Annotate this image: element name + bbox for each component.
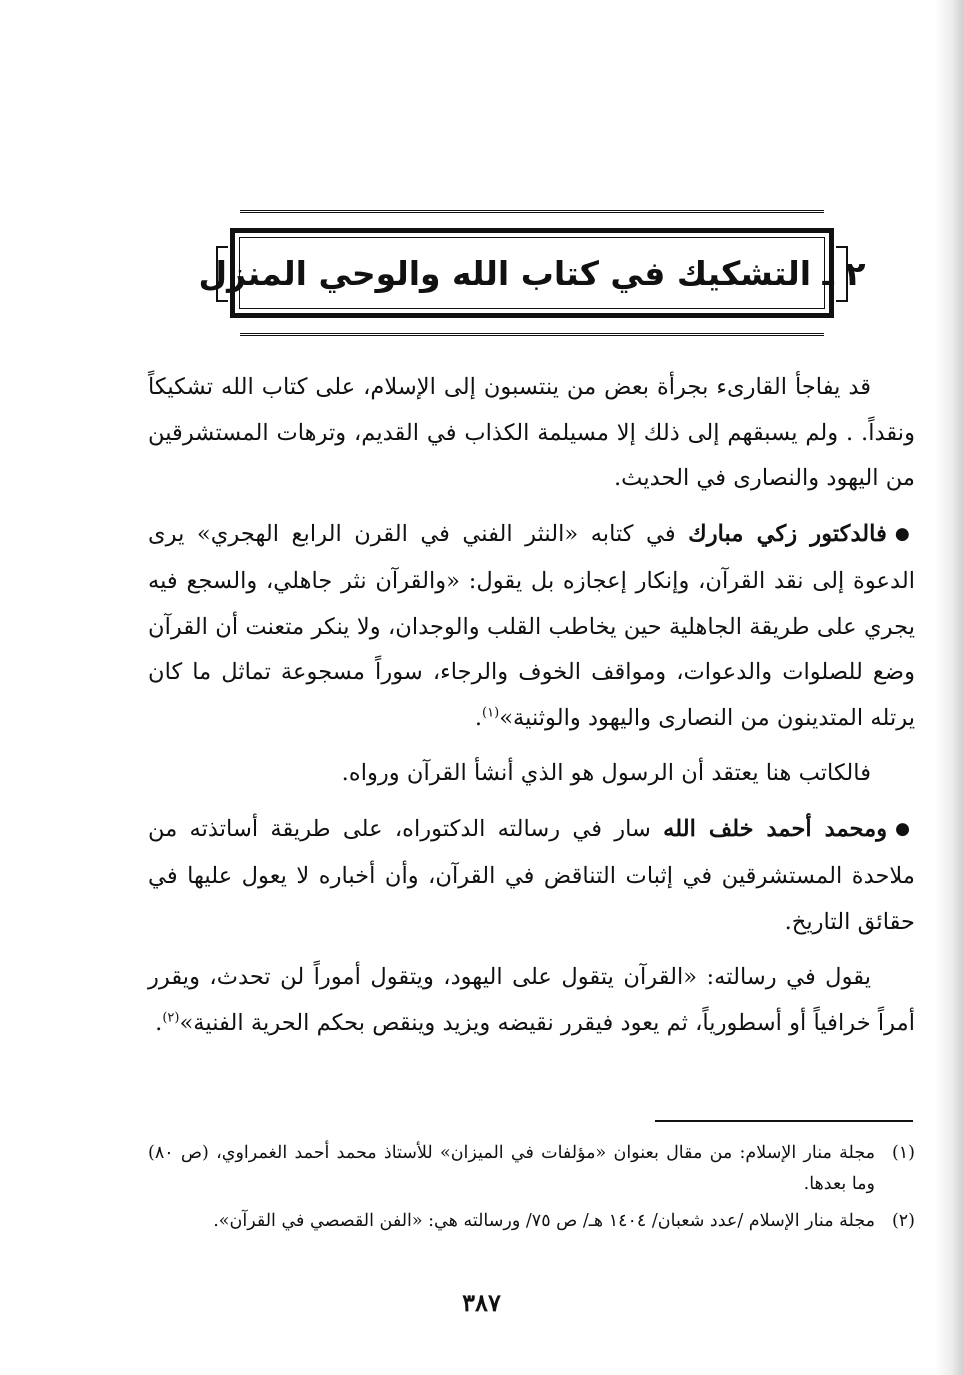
- paragraph-khalafallah: [148, 807, 915, 946]
- footnote-ref-1[interactable]: (١): [482, 704, 500, 720]
- paragraph-zaki-mubarak: [148, 512, 915, 742]
- author-name-khalafallah: ومحمد أحمد خلف الله: [663, 815, 888, 842]
- footnote-separator: [655, 1120, 913, 1122]
- paragraph-zaki-mubarak-text: في كتابه «النثر الفني في القرن الرابع الهجري» يرى الدعوة إلى نقد القرآن، وإنكار إعجازه بل يقول: «والقرآن نثر جاهلي، والسجع فيه يجري على طريقة الجاهلية حين يخاطب القلب والوجدان، ولا ينكر متعنت أن القرآن وضع للصلوات والدعوات، ومواقف الخوف والرجاء، سوراً مسجوعة تماثل ما كان يرتله المتدينون من النصارى واليهود والوثنية»: [148, 520, 915, 731]
- chapter-title-frame: [198, 210, 866, 336]
- paragraph-author-comment: فالكاتب هنا يعتقد أن الرسول هو الذي أنشأ القرآن ورواه.: [341, 760, 871, 786]
- footnote-number: (١): [891, 1143, 915, 1163]
- author-name-zaki-mubarak: فالدكتور زكي مبارك: [688, 520, 887, 547]
- paragraph-intro: قد يفاجأ القارىء بجرأة بعض من ينتسبون إلى الإسلام، على كتاب الله تشكيكاً ونقداً. . ولم يسبقهم إلى ذلك إلا مسيلمة الكذاب في القديم، وترهات المستشرقين من اليهود والنصارى في الحديث.: [148, 374, 915, 491]
- paragraph-khalafallah-text: سار في رسالته الدكتوراه، على طريقة أساتذته من ملاحدة المستشرقين في إثبات التناقض في القرآن، وأن أخباره لا يعول عليها في حقائق التاريخ.: [148, 815, 915, 935]
- footnote-item: [148, 1138, 915, 1200]
- title-frame-inner-box: [198, 228, 866, 318]
- footnote-ref-2[interactable]: (٢): [162, 1009, 180, 1025]
- footnote-text: مجلة منار الإسلام /عدد شعبان/ ١٤٠٤ هـ/ ص ٧٥/ ورسالته هي: «الفن القصصي في القرآن».: [213, 1211, 875, 1231]
- paragraph-zaki-mubarak-end: .: [474, 704, 483, 731]
- body-text: [148, 365, 915, 1056]
- footnote-text: مجلة منار الإسلام: من مقال بعنوان «مؤلفات في الميزان» للأستاذ محمد أحمد الغمراوي، (ص ٨٠) وما بعدها.: [148, 1143, 875, 1194]
- paragraph-quote-end: .: [155, 1009, 163, 1036]
- paragraph-quote-text: يقول في رسالته: «القرآن يتقول على اليهود، ويتقول أموراً لن تحدث، ويقرر أمراً خرافياً أو أسطورياً، ثم يعود فيقرر نقيضه ويزيد وينقص بحكم الحرية الفنية»: [148, 964, 915, 1036]
- footnotes: [148, 1138, 915, 1243]
- chapter-title: ٢ ـ التشكيك في كتاب الله والوحي المنزل: [198, 253, 866, 293]
- footnote-number: (٢): [891, 1211, 915, 1231]
- footnote-item: [148, 1206, 915, 1237]
- paragraph-quote: [148, 955, 915, 1046]
- page-number: ٣٨٧: [462, 1288, 501, 1317]
